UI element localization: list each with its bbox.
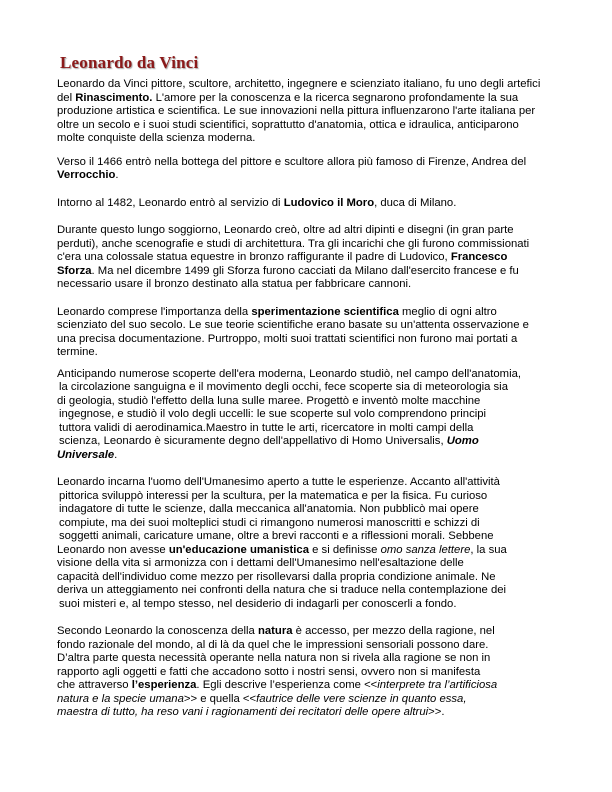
bold-term: un'educazione umanistica <box>168 543 309 556</box>
text-line <box>57 435 565 449</box>
text-line: termine. <box>57 346 98 358</box>
text-line: molte conquiste della scienza moderna. <box>57 132 256 144</box>
bold-term: sperimentazione scientifica <box>251 305 399 318</box>
text-run: scienza, Leonardo è sicuramente degno dell'appellativo di Homo Universalis, <box>59 435 447 447</box>
text-line: Anticipando numerose scoperte dell'era moderna, Leonardo studiò, nel campo dell'anatomia, <box>57 367 522 380</box>
italic-term: natura e la specie umana <box>57 692 184 705</box>
text-line: suoi misteri e, al tempo stesso, nel desiderio di indagarli per conoscerli a fondo. <box>59 597 457 610</box>
text-run: Leonardo non avesse <box>57 543 169 556</box>
text-run: . <box>115 169 119 181</box>
text-line: indagatore di tutte le scienze, dalla meccanica all'anatomia. Non pubblicò mai opere <box>59 503 479 515</box>
text-line <box>57 169 565 183</box>
text-run: , la sua <box>470 543 507 556</box>
text-line: ingegnose, e studiò il volo degli uccelli: le sue scoperte sul volo comprendono principi <box>59 408 487 420</box>
paragraph-umanesimo <box>57 476 565 611</box>
italic-term: interprete tra l’artificiosa <box>377 679 498 691</box>
text-line <box>57 251 565 265</box>
text-line: scienziato del suo secolo. Le sue teorie scientifiche erano basate su un'attenta osservazione e <box>57 319 529 331</box>
italic-term: maestra di tutto, ha reso vani i ragionamenti dei recitatori delle opere altrui <box>57 706 429 718</box>
document-body <box>57 78 565 720</box>
text-line: fondo razionale del mondo, al di là da quel che le impressioni sensoriali possono dare. <box>57 638 489 651</box>
text-run: Secondo Leonardo la conoscenza della <box>57 625 258 637</box>
text-line: perduti), anche scenografie e studi di architettura. Tra gli incarichi che gli furono commissionati <box>57 237 530 250</box>
paragraph-sforza <box>57 224 565 292</box>
text-line <box>57 625 565 639</box>
bold-term: Rinascimento. <box>75 91 153 104</box>
paragraph-sperimentazione <box>57 306 565 360</box>
text-line <box>57 306 565 320</box>
paragraph-intro <box>57 78 565 146</box>
page-title: Leonardo da Vinci <box>60 53 199 72</box>
text-line: compiute, ma dei suoi molteplici studi ci rimangono numerosi manoscritti e schizzi di <box>59 516 480 529</box>
text-line: capacità dell'individuo come mezzo per risollevarsi dalla propria condizione animale. Ne <box>57 570 496 583</box>
text-run: Intorno al 1482, Leonardo entrò al servizio di <box>57 196 284 209</box>
text-line: necessario usare il bronzo destinato alla statua per fabbricare cannoni. <box>57 278 412 290</box>
text-line: Leonardo da Vinci pittore, scultore, architetto, ingegnere e scienziato italiano, fu uno degli artefici <box>57 78 541 90</box>
text-run: è accesso, per mezzo della ragione, nel <box>292 625 495 637</box>
text-line: una precisa documentazione. Purtroppo, molti suoi trattati scientifici non furono mai portati a <box>57 332 518 345</box>
text-line: produzione artistica e scientifica. Le sue innovazioni nella pittura influenzarono l'arte italiana per <box>57 105 536 117</box>
text-line: la circolazione sanguigna e il movimento degli occhi, fece scoperte sia di meteorologia sia <box>59 381 508 393</box>
text-run: meglio di ogni altro <box>398 305 497 318</box>
italic-term: omo sanza lettere <box>380 543 471 556</box>
text-run: . Ma nel dicembre 1499 gli Sforza furono cacciati da Milano dall'esercito francese e fu <box>91 264 519 277</box>
bold-term: Verrocchio <box>57 169 116 181</box>
text-line <box>57 92 565 106</box>
text-run: >> e quella << <box>183 692 257 705</box>
text-line: di geologia, studiò l'effetto della luna sulle maree. Progettò e inventò molte macchine <box>57 394 481 407</box>
text-line: Leonardo incarna l'uomo dell'Umanesimo aperto a tutte le esperienze. Accanto all'attività <box>57 476 500 488</box>
text-line <box>57 693 565 707</box>
text-line <box>57 679 565 693</box>
text-run: e si definisse <box>308 543 381 556</box>
text-line: Verso il 1466 entrò nella bottega del pittore e scultore allora più famoso di Firenze, Andrea del <box>57 155 527 168</box>
text-line <box>57 265 565 279</box>
text-run: . <box>114 448 118 461</box>
text-line: visione della vita si armonizza con i dettami dell'Umanesimo nell'esaltazione delle <box>57 557 464 569</box>
bold-term: Francesco <box>450 251 508 263</box>
text-run: , duca di Milano. <box>374 196 457 209</box>
paragraph-ludovico <box>57 197 565 211</box>
text-run: L'amore per la conoscenza e la ricerca segnarono profondamente la sua <box>152 91 519 104</box>
text-run: >>. <box>428 706 445 718</box>
text-run: del <box>57 91 76 104</box>
text-run: c'era una colossale statua equestre in bronzo raffigurante il padre di Ludovico, <box>57 251 451 263</box>
text-line: soggetti animali, caricature umane, oltre a brevi racconti e a riflessioni morali. Sebbene <box>59 530 494 542</box>
text-line: oltre un secolo e i suoi studi scientifici, soprattutto d'anatomia, ottica e idraulica, anticiparono <box>57 118 519 131</box>
bold-term: Ludovico il Moro <box>283 196 375 209</box>
text-run: . Egli descrive l’esperienza come << <box>196 679 378 691</box>
bold-italic-term: Uomo <box>446 435 479 447</box>
paragraph-verrocchio <box>57 156 565 183</box>
text-line <box>57 544 565 558</box>
text-line: deriva un atteggiamento nei confronti della natura che si traduce nella contemplazione dei <box>57 584 507 596</box>
bold-term: Sforza <box>57 264 92 277</box>
text-line <box>57 449 565 463</box>
italic-term: fautrice delle vere scienze in quanto essa, <box>256 692 467 705</box>
paragraph-scoperte <box>57 368 565 463</box>
text-line: D’altra parte questa necessità operante nella natura non si rivela alla ragione se non in <box>57 652 491 664</box>
text-line: rapporto agli oggetti e fatti che accadono sotto i nostri sensi, ovvero non si manifesta <box>57 665 481 678</box>
text-line <box>57 197 565 211</box>
text-line: tuttora validi di aerodinamica.Maestro in tutte le arti, ricercatore in molti campi della <box>59 421 474 434</box>
bold-term: l’esperienza <box>131 679 197 691</box>
bold-term: natura <box>257 625 293 637</box>
text-line: Durante questo lungo soggiorno, Leonardo creò, oltre ad altri dipinti e disegni (in gran parte <box>57 224 514 236</box>
paragraph-natura <box>57 625 565 720</box>
text-line: pittorica sviluppò interessi per la scultura, per la matematica e per la fisica. Fu curioso <box>59 489 488 502</box>
text-line <box>57 706 565 720</box>
text-run: che attraverso <box>57 679 132 691</box>
text-run: Leonardo comprese l'importanza della <box>57 305 252 318</box>
bold-italic-term: Universale <box>57 448 115 461</box>
